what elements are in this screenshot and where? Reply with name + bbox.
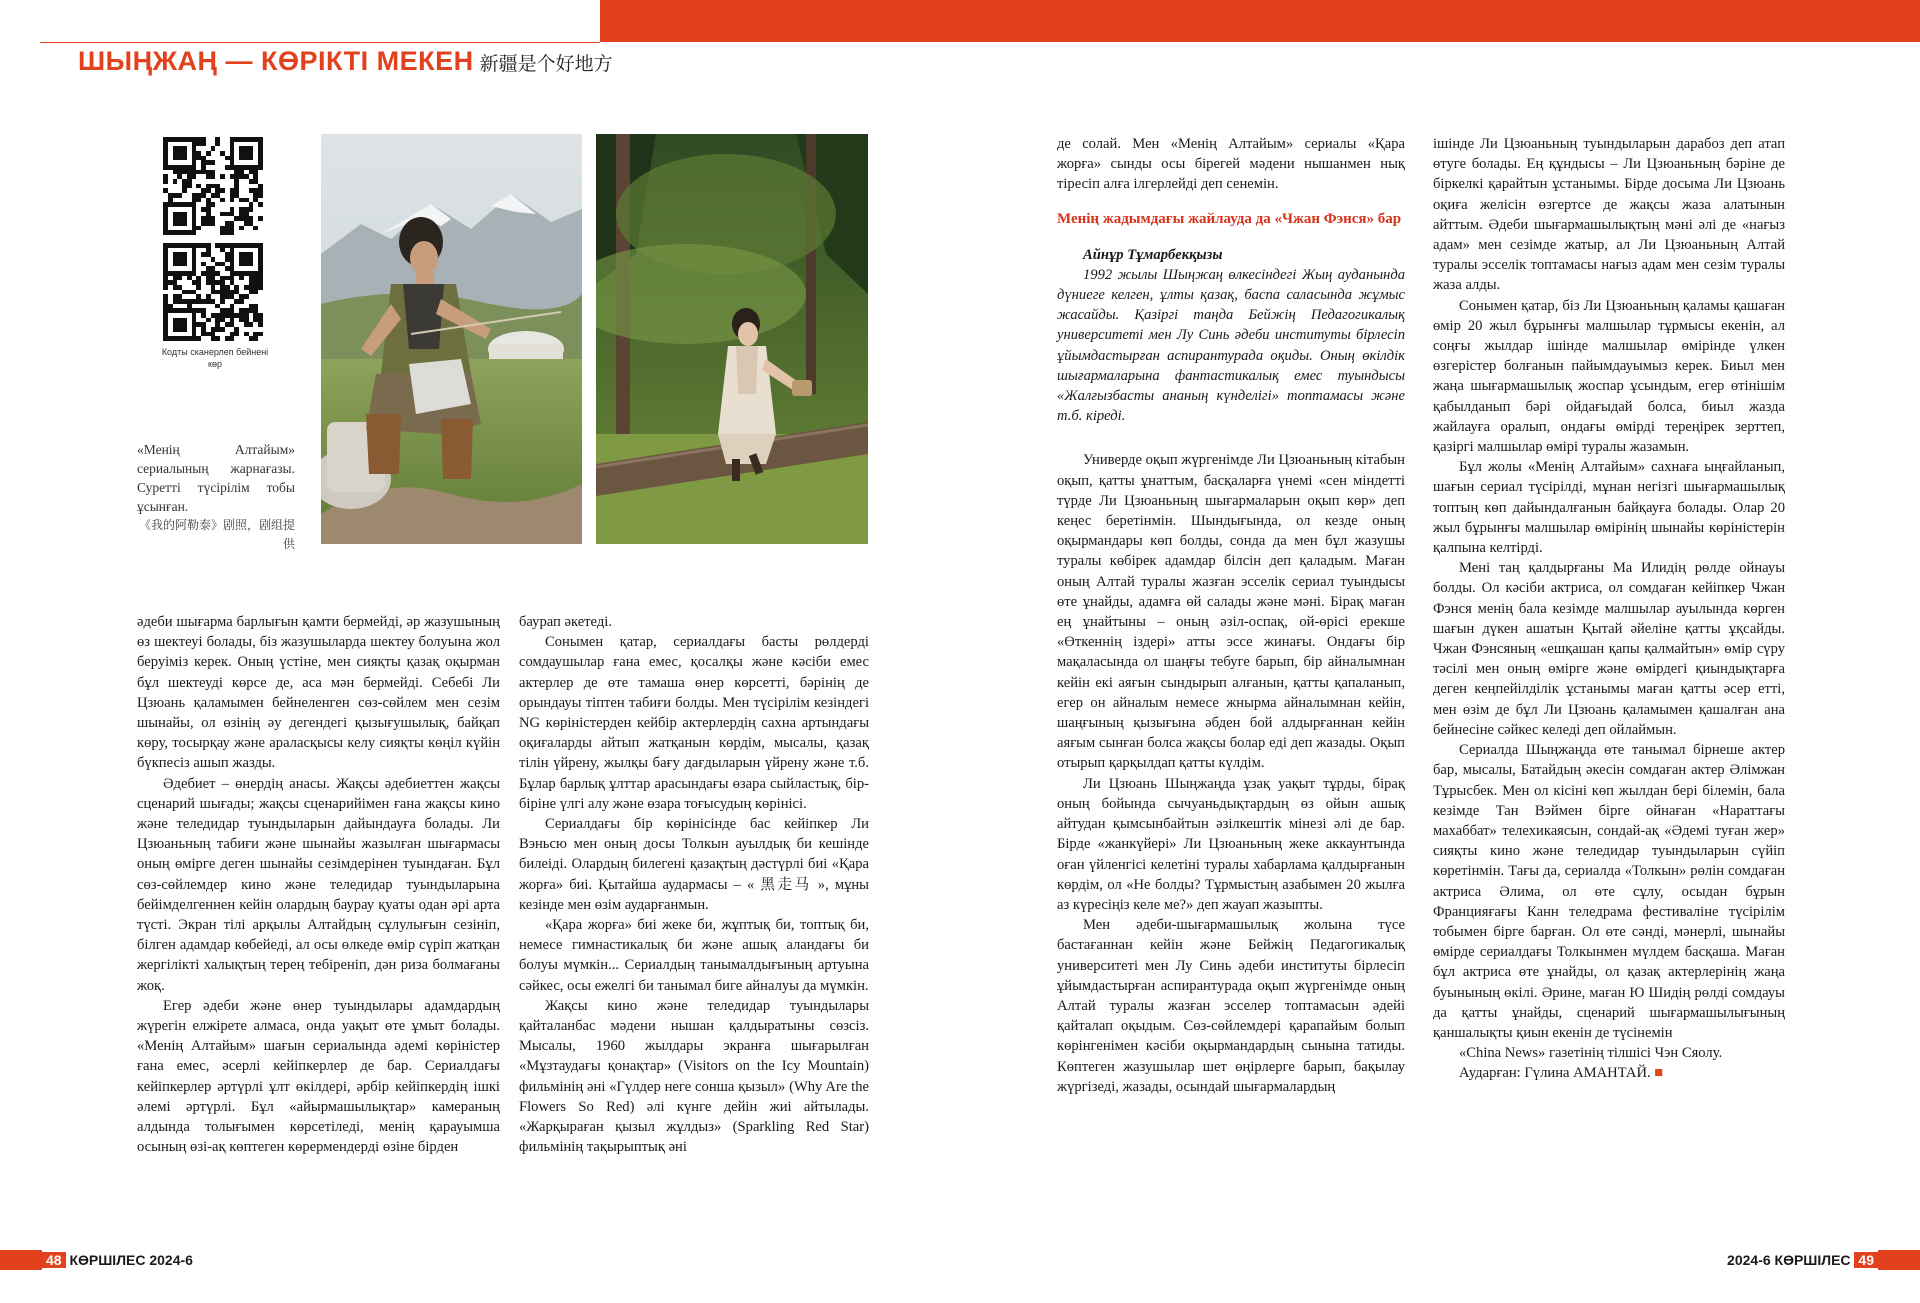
translator-text: Аударған: Гүлина АМАНТАЙ.: [1459, 1065, 1651, 1082]
qr-caption: Кодты сканерлеп бейнені көр: [161, 347, 269, 369]
end-mark: ■: [1654, 1065, 1664, 1082]
footer-bar-right: [1878, 1250, 1920, 1270]
paragraph: Мен әдеби-шығармашылық жолына түсе бастағаннан кейін және Бейжің Педагогикалық университеті мен Лу Синь әдеби институты бірлесіп ұйымдастырған аспирантурада оқып жүргенімде оның Алтай туралы жазған эсселер топтамасын әдейі қайталап оқыдым. Сөз-сөйлемдері қарапайым болып көрінгенімен кәсіби оқырмандардың сынына татиды. Көптеген жазушылар шет өңірлерге барып, бақылау жүргізеді, жазады, осындай шығармалардың: [1057, 917, 1405, 1095]
paragraph: Сериалда Шыңжаңда өте танымал бірнеше актер бар, мысалы, Батайдың әкесін сомдаған актер Әлімжан Тұрысбек. Мен ол кісіні көп жылдан бері білемін, бала кезімде Тан Вэймен бірге ойнаған «Нараттағы махаббат» телехикаясын, сондай-ақ «Әдемі туған жер» сияқты кино және теледидар туындыларын сүйіп көретінмін. Тағы да, сериалда «Толкын» рөлін сомдаған актриса Әлима, ол өте сұлу, осыдан бұрын Францияғағы Канн теледрама фестиваліне түсірілім тобымен бірге барған. Ол өте сәнді, мәнерлі, шынайы өмірде сериалдағы Толкынмен мүлдем басқаша. Маған бұл актриса өте ұнайды, ол қазақ актерлерінің жаңа буынының өкілі. Әрине, маған Ю Шидің рөлді сомдауы да қатты ұнайды, сценарий шығармашылығының қаншалықты қиын екенін де түсінемін: [1433, 742, 1785, 1041]
paragraph: Универде оқып жүргенімде Ли Цзюаньның кітабын оқып, қатты ұнаттым, басқаларға үнемі «сен міндетті түрде Ли Цзюаньның шығармаларын оқып көр» деп кеңес беретінмін. Шындығында, ол кезде оның оқырмандары көп болды, сонда да мен бұл жазушы туралы көбірек адамдар білсін деп қаладым. Маған оның Алтай туралы жазған эсселік сериал туындысы өте ұнайды, адамға өй салады және мәні. Бірақ маған ең ұнайтыны – оның әзіл-оспақ, ой-өрісі ерекше «Өткеннің іздері» атты эссе жинағы. Ондағы бір мақаласында ол шаңғы тебуге барып, бір айналымнан кейін екі аяғын сындырып алғанын, қатты қапаланып, егер он айналым немесе жнырма айналымнан кейін, шаңғының қызығына әбден бой алдырғаннан кейін аяғым сынған болса жақсы болар еді деп жазады. Оқып отырып қарқылдап қатты күлдім.: [1057, 452, 1405, 772]
photo-caption-cn: 《我的阿勒泰》剧照，剧组提供: [138, 518, 295, 551]
paragraph: Ли Цзюань Шыңжаңда ұзақ уақыт тұрды, бірақ оның бойында сычуаньдықтардың өз ойын ашық айтудан қымсынбайтын әзілкештік мінезі әлі де бар. Бірде «жанкүйері» Ли Цзюаньның жеке аккаунтында оған үйленгісі келетіні туралы хабарлама қалдырғанын көрдім, ол «Не болды? Тұрмыстың азабымен 20 жылға аз күресіңіз келе ме?» деп жауап жазыпты.: [1057, 775, 1405, 913]
credit-source: «China News» газетінің тілшісі Чэн Сяолу.: [1459, 1045, 1723, 1062]
photo-caption: [137, 440, 295, 554]
paragraph: әдеби шығарма барлығын қамти бермейді, әр жазушының өз шектеуі болады, біз жазушыларда шектеу болуына жол беруіміз керек. Оның үстіне, мен сияқты қазақ оқырман бұл шектеуді көрсе де, аса мән бермейді. Себебі Ли Цзюань қаламымен бейнеленген сөз-сөйлем мен сезім шынайы, ол өзінің әу дегендегі қызығушылық, байқап көру, тосырқау және араласқысы келу сияқты көңіл күйін бүкпесіз ашып жазды.: [137, 614, 500, 772]
magazine-issue-left: КӨРШІЛЕС 2024-6: [69, 1252, 193, 1268]
paragraph: Мені таң қалдырғаны Ма Илидің рөлде ойнауы болды. Ол кәсіби актриса, ол сомдаған кейіпкер Чжан Фэнся менің бала кезімде малшылар ауылында көрген шағын дүкен ашатын Қытай әйеліне қатты ұқсайды. Чжан Фэнсяның «ешқашан қапы қалмайтын» өмір сүру тәсілі мен оның өміргe және өмірдегі қиындықтарға деген кеңпейілділік ұстанымы маған қатты әсер етті, мен өзім де бұл Ли Цзюань қаламымен қашалған ана бейнесіне сәйкес келеді деп ойлаймын.: [1433, 560, 1785, 738]
paragraph: Егер әдеби және өнер туындылары адамдардың жүрегін елжірете алмаса, онда уақыт өте ұмыт болады. «Менің Алтайым» шағын сериалында әдемі көріністер ғана емес, әсерлі кейіпкерлер де бар. Сериалдағы кейіпкерлер әртүрлі ұлт өкілдері, әрбір кейіпкердің ішкі әлемі әртүрлі. Бұл «айырмашылықтар» камераның алдында толығымен көрсетіледі, менің қарауымша осының өзі-ақ көптеген көрермендерді өзіне бірден: [137, 997, 500, 1156]
section-title-kk: ШЫҢЖАҢ — КӨРІКТІ МЕКЕН: [78, 46, 474, 76]
header-color-bar: [600, 0, 1920, 42]
right-column-1: [1057, 134, 1405, 1097]
paragraph: Бұл жолы «Менің Алтайым» сахнаға ыңғайланып, шағын сериал түсірілді, мұнан негізгі шығармашылық топтың көп дайындалғанын байқауға болады. Олар 20 жыл бұрынғы малшылар өмірінің шынайы көріністерін қалпына келтірді.: [1433, 459, 1785, 557]
paragraph: баурап әкетеді.: [519, 614, 612, 630]
paragraph: Әдебиет – өнердің анасы. Жақсы әдебиеттен жақсы сценарий шығады; жақсы сценарийімен ғана жақсы кино және теледидар туындыларын дайындауға болады. Ли Цзюаньның табиғи және шынайы жазылған шығармасы оның өміргe деген шынайы сезімдерінен туындаған. Бұл сөз-сөйлемдер кино және теледидар туындыларына бейімделгеннен кейін олардың баурау қуаты одан әрі арта түсті. Экран тілі арқылы Алтайдың сұлулығын сезініп, білген адамдар көбейеді, ал осы өлкеде өмір сүріп жатқан жергілікті халықтың терең тебіреніп, дән риза болмағаны жоқ.: [137, 775, 500, 994]
paragraph: Сонымен қатар, біз Ли Цзюаньның қаламы қашаған өмір 20 жыл бұрынғы малшылар тұрмысы екенін, ал соңғы жылдар ішінде малшылар өмірінде үлкен өзгерістер болғанын пайымдауымыз керек. Биыл мен жаңа шығармашылық жоспар ұсындым, егер өтінішім қабылданып бәрі ойдағыдай болса, биыл жазда жайлауға оралып, ондағы өмірді тереңірек зерттеп, қазіргі малшылар өмірі туралы жазамын.: [1433, 297, 1785, 456]
magazine-issue-right: 2024-6 КӨРШІЛЕС: [1727, 1252, 1851, 1268]
left-column-1: [137, 612, 500, 1157]
paragraph: де солай. Мен «Менің Алтайым» сериалы «Қара жорға» сынды осы бірегей мәдени нышанмен нық тіресіп алға ілгерлейді деп сенемін.: [1057, 136, 1405, 193]
footer-bar-left: [0, 1250, 42, 1270]
section-title-cn: 新疆是个好地方: [479, 54, 613, 75]
page-number-right: 49: [1854, 1252, 1878, 1268]
paragraph: «Қара жорға» биі жеке би, жұптық би, топтық би, немесе гимнастикалық би және ашық аландағы би болуы мүмкін... Сериалдың танымалдығының артуына сәйкес, осы ежелгі би танымал биге айналуы да мүмкін.: [519, 917, 869, 994]
page-number-left: 48: [42, 1252, 66, 1268]
section-subheading: Менің жадымдағы жайлауда да «Чжан Фэнся» бар: [1057, 210, 1402, 227]
photo-girl-running: [596, 134, 868, 544]
qr-code-bottom[interactable]: [163, 243, 263, 341]
header-rule: [40, 42, 600, 43]
paragraph: Сонымен қатар, сериалдағы басты рөлдерді сомдаушылар ғана емес, қосалқы және кәсіби емес актерлер де өте тамаша өнер көрсетті, бәрінің де орындауы тіптен табиғи болды. Мен түсірілім кезіндегі NG көріністерден кейбір актерлердің сахна артындағы оқиғаларды айтып жатқанын көрдім, мысалы, қазақ тілін үйрену, жылқы бағу дағдыларын үйрену және т.б. Бұлар барлық ұлттар арасындағы өзара сыйластық, бір-біріне үлгі алу және өзара тоғысудың көрінісі.: [519, 634, 869, 812]
credit-translator: [1433, 1063, 1785, 1083]
author-bio: 1992 жылы Шыңжаң өлкесіндегі Жың ауданында дүниеге келген, ұлты қазақ, баспа саласында жұмыс жасайды. Қазіргі таңда Бейжің Педагогикалық университеті мен Лу Синь әдеби институты бірлесіп ұйымдастырған аспирантурада оқиды. Оның өкілдік шығармаларына фантастикалық емес туындысы «Жалғызбасты ананың күнделігі» топтамасы және т.б. кіреді.: [1057, 266, 1405, 425]
right-column-2: [1433, 134, 1785, 1084]
left-column-2: [519, 612, 869, 1157]
author-name: Айнұр Тұмарбекқызы: [1083, 246, 1223, 263]
paragraph: Сериалдағы бір көрінісінде бас кейіпкер Ли Вэньсю мен оның досы Толкын ауылдық би кешінде билеiді. Олардың билегені қазақтың дәстүрлі биі «Қара жорға» биі. Қытайша аудармасы – « 黑走马 », мұны кезінде мен өзім аударғанмын.: [519, 816, 869, 913]
folio-left: [42, 1251, 193, 1269]
paragraph: Жақсы кино және теледидар туындылары қайталанбас мәдени нышан қалдыратыны сөзсіз. Мысалы, 1960 жылдары экранға шығарылған «Мұзтаудағы қонақтар» (Visitors on the Icy Mountain) фильмінің әні «Гүлдер неге сонша қызыл» (Why Are the Flowers So Red) әлі күнге дейін жиі айтылады. «Жарқыраған қызыл жұлдыз» (Sparkling Red Star) фильмінің тақырыптық әні: [519, 997, 869, 1156]
folio-right: [1727, 1251, 1878, 1269]
paragraph: ішінде Ли Цзюаньның туындыларын дарабоз деп атап өтуге болады. Ең құндысы – Ли Цзюаньның бәріне де біркелкі қарайтын ұстанымы. Бірде досыма Ли Цзюань оқиға желісін өзгертсе де жақсы жаза алатынын айттым. Әдеби шығармашылықтың мәні әлі де «нағыз адам» мен сезімде жатыр, ал Ли Цзюаньның Алтай туралы эсселік топтамасы нағыз адам мен сезім туралы жаза алды.: [1433, 136, 1785, 294]
photo-caption-text: «Менің Алтайым» сериалының жарнағазы. Суретті түсірілім тобы ұсынған.: [137, 442, 295, 514]
qr-code-top[interactable]: [163, 137, 263, 235]
spacer: [1057, 426, 1405, 450]
section-title: [78, 46, 613, 77]
photo-woman-sewing: [321, 134, 582, 544]
